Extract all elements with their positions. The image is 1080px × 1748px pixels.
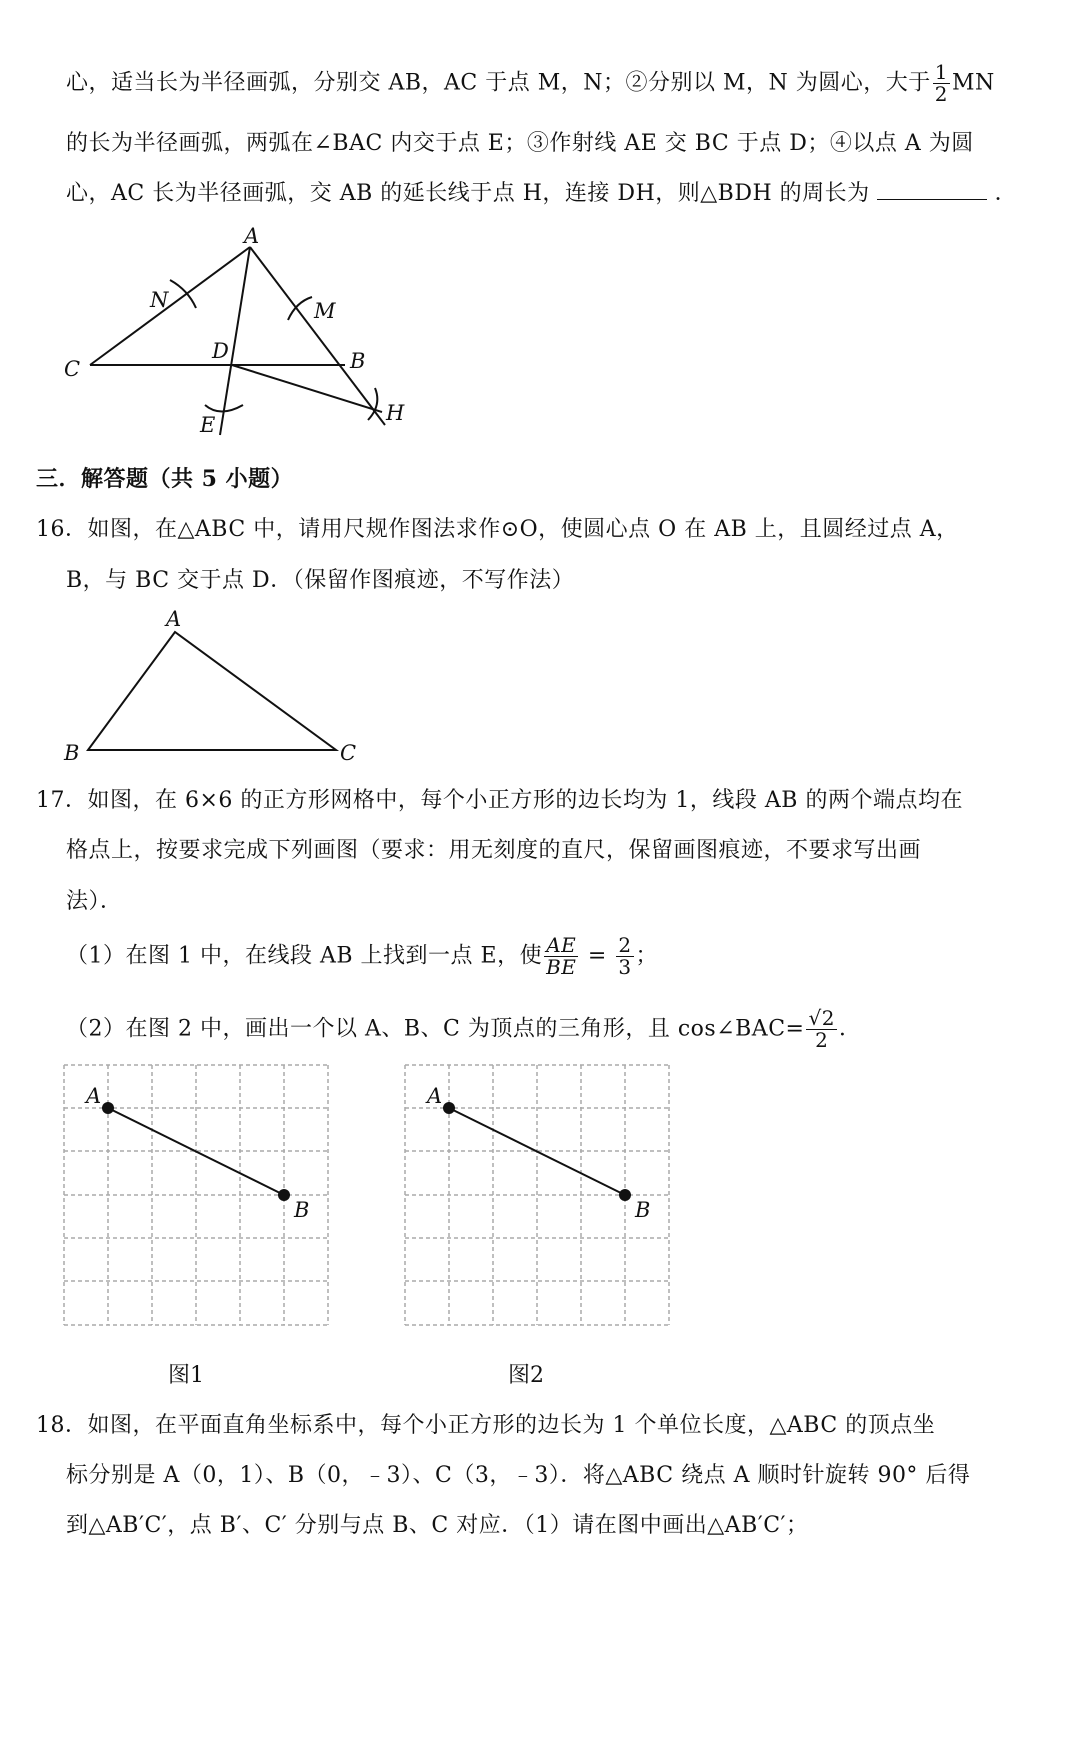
q15-line3-end: ． — [994, 181, 1018, 206]
q18-line1: 18．如图，在平面直角坐标系中，每个小正方形的边长为 1 个单位长度，△ABC 的顶点坐 — [36, 1413, 936, 1438]
q17-line2: 格点上，按要求完成下列画图（要求：用无刻度的直尺，保留画图痕迹，不要求写出画 — [66, 838, 922, 863]
fraction-2-3 — [616, 935, 633, 978]
q17-part2 — [66, 1008, 861, 1051]
q15-line2: 的长为半径画弧，两弧在∠BAC 内交于点 E；③作射线 AE 交 BC 于点 D；④以点 A 为圆 — [66, 131, 974, 156]
frac-num: 2 — [618, 933, 632, 957]
frac-num: AE — [544, 935, 578, 957]
q18-line2: 标分别是 A（0，1）、B（0，﹣3）、C（3，﹣3）．将△ABC 绕点 A 顺时针旋转 90° 后得 — [66, 1463, 971, 1488]
point-b — [278, 1189, 290, 1201]
triangle-abc — [88, 632, 336, 750]
q17-part1-text: （1）在图 1 中，在线段 AB 上找到一点 E，使 — [66, 943, 543, 969]
q17-part1 — [66, 935, 658, 978]
label-a: A — [166, 607, 182, 631]
grid-figure-2 — [403, 1063, 671, 1327]
q15-frac-den: 2 — [934, 82, 949, 106]
q16-figure — [0, 0, 1080, 780]
grid-figure-1 — [62, 1063, 330, 1327]
fraction-sqrt2-2 — [806, 1008, 836, 1051]
label-h: H — [386, 401, 405, 425]
label-b: B — [635, 1198, 651, 1222]
q17-part2-text: （2）在图 2 中，画出一个以 A、B、C 为顶点的三角形，且 cos∠BAC= — [66, 1016, 805, 1042]
label-n: N — [150, 288, 169, 312]
section-title: 三．解答题（共 5 小题） — [36, 466, 294, 492]
frac-num: √2 — [808, 1006, 835, 1030]
frac-den: BE — [546, 955, 577, 979]
figure-1-caption: 图1 — [168, 1363, 204, 1388]
q18-line3: 到△AB′C′，点 B′、C′ 分别与点 B、C 对应．（1）请在图中画出△AB′C′； — [66, 1513, 809, 1538]
q17-line1: 17．如图，在 6×6 的正方形网格中，每个小正方形的边长均为 1，线段 AB 的两个端点均在 — [36, 788, 963, 813]
point-a — [443, 1102, 455, 1114]
figure-2-caption: 图2 — [508, 1363, 544, 1388]
q17-part2-end: ． — [838, 1016, 862, 1042]
label-d: D — [212, 339, 229, 363]
label-a: A — [86, 1084, 102, 1108]
label-e: E — [200, 413, 216, 437]
label-m: M — [314, 299, 336, 323]
label-a: A — [427, 1084, 443, 1108]
q16-line1: 16．如图，在△ABC 中，请用尺规作图法求作⊙O，使圆心点 O 在 AB 上，且圆经过点 A， — [36, 517, 959, 542]
fraction-ae-be — [544, 935, 578, 978]
q15-line1-text: 心，适当长为半径画弧，分别交 AB，AC 于点 M，N；②分别以 M，N 为圆心，大于 — [66, 70, 931, 96]
point-b — [619, 1189, 631, 1201]
label-c: C — [340, 741, 357, 765]
label-c: C — [64, 357, 81, 381]
q17-line3: 法）． — [66, 889, 123, 914]
frac-den: 3 — [618, 955, 632, 979]
frac-den: 2 — [815, 1028, 829, 1052]
q15-line1-mn: MN — [952, 70, 995, 96]
q16-line2: B，与 BC 交于点 D．（保留作图痕迹，不写作法） — [66, 568, 575, 593]
point-a — [102, 1102, 114, 1114]
q17-part1-end: ； — [635, 943, 659, 969]
label-b: B — [64, 741, 80, 765]
label-b: B — [294, 1198, 310, 1222]
equals-sign: = — [587, 943, 607, 969]
label-a: A — [244, 224, 260, 248]
label-b: B — [350, 349, 366, 373]
q15-line3-text: 心，AC 长为半径画弧，交 AB 的延长线于点 H，连接 DH，则△BDH 的周长为 — [66, 181, 870, 206]
q15-frac-num: 1 — [934, 60, 949, 84]
